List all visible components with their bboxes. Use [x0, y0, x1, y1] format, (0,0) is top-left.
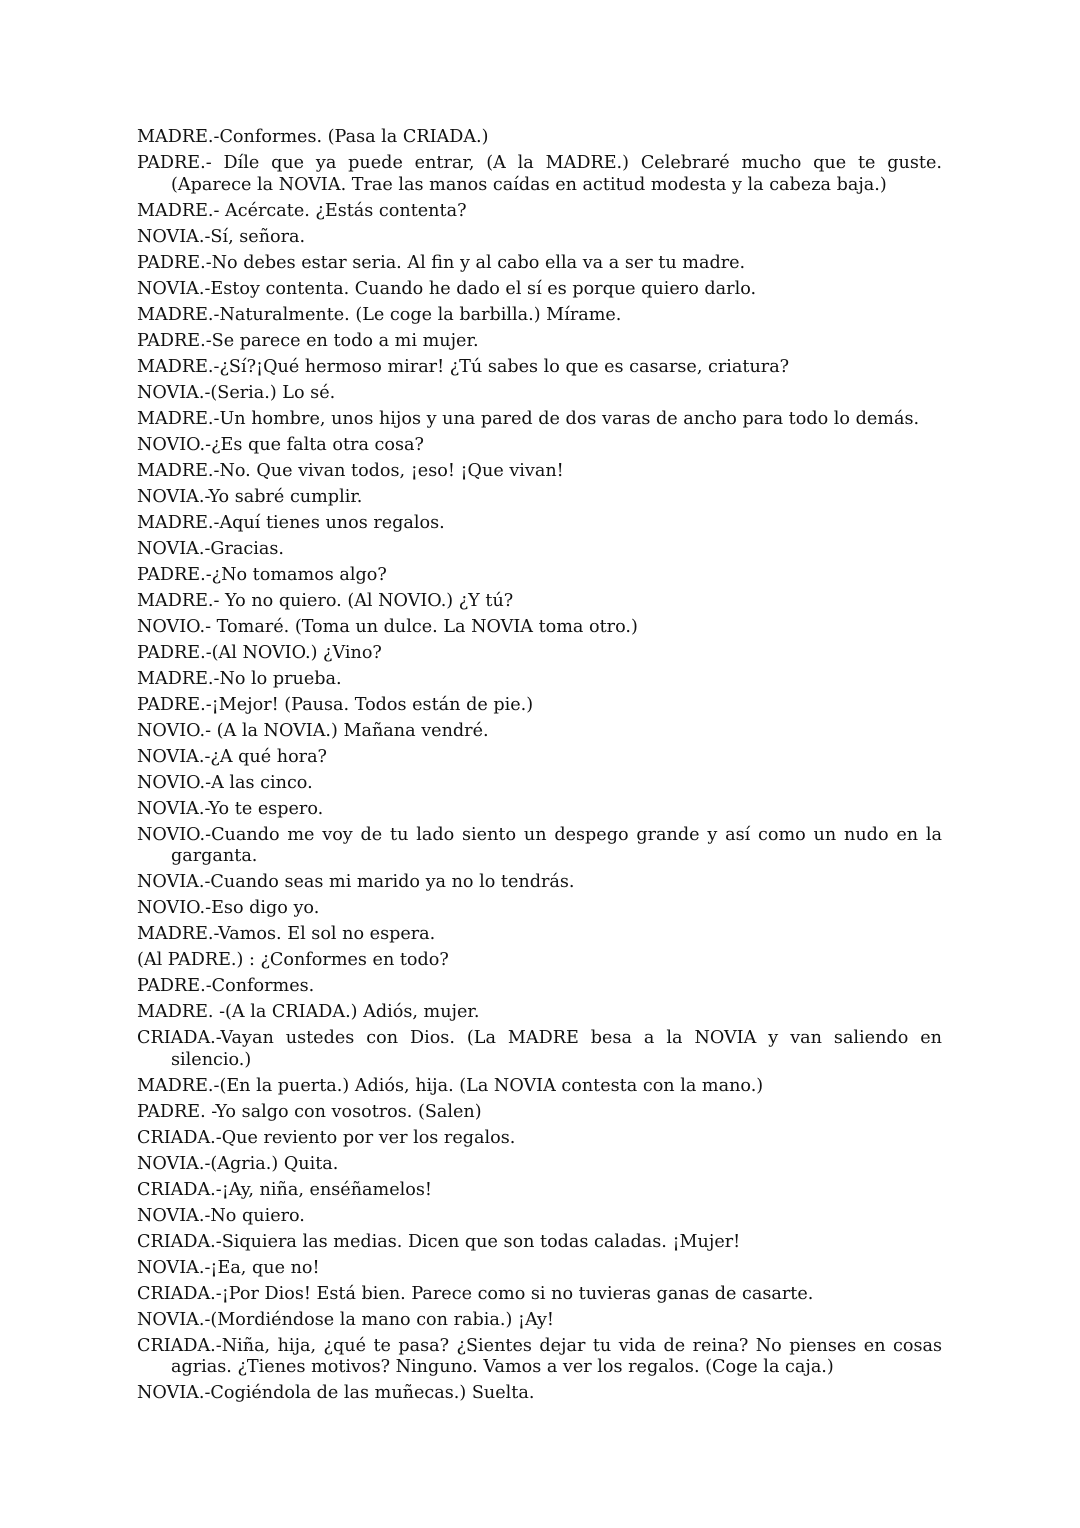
dialogue-line: CRIADA.-¡Ay, niña, enséñamelos!	[137, 1179, 432, 1200]
dialogue-line: MADRE.- Acércate. ¿Estás contenta?	[137, 200, 467, 221]
dialogue-line: NOVIA.-Yo te espero.	[137, 798, 324, 819]
dialogue-line: NOVIA.-Estoy contenta. Cuando he dado el sí es porque quiero darlo.	[137, 278, 757, 299]
dialogue-line: PADRE.-Se parece en todo a mi mujer.	[137, 330, 479, 351]
dialogue-line: (Al PADRE.) : ¿Conformes en todo?	[137, 950, 449, 970]
dialogue-line: NOVIA.-Cogiéndola de las muñecas.) Suelta.	[137, 1383, 535, 1403]
dialogue-line: NOVIA.-Cuando seas mi marido ya no lo tendrás.	[137, 872, 575, 892]
dialogue-line: MADRE.-(En la puerta.) Adiós, hija. (La NOVIA contesta con la mano.)	[137, 1075, 764, 1096]
dialogue-line: PADRE. -Yo salgo con vosotros. (Salen)	[137, 1101, 482, 1122]
dialogue-line: PADRE.-¡Mejor! (Pausa. Todos están de pie.)	[137, 694, 534, 715]
dialogue-line: NOVIA.-¡Ea, que no!	[137, 1257, 320, 1278]
dialogue-line: PADRE.-No debes estar seria. Al fin y al cabo ella va a ser tu madre.	[137, 252, 746, 273]
dialogue-line: MADRE.-Aquí tienes unos regalos.	[137, 512, 445, 533]
play-script-text	[137, 127, 942, 1409]
dialogue-line: CRIADA.-Siquiera las medias. Dicen que son todas caladas. ¡Mujer!	[137, 1231, 741, 1252]
dialogue-line: NOVIO.-Cuando me voy de tu lado siento un despego grande y así como un nudo en la garganta.	[137, 824, 942, 866]
dialogue-line: NOVIA.-(Seria.) Lo sé.	[137, 382, 336, 403]
dialogue-line: NOVIA.-No quiero.	[137, 1205, 305, 1226]
dialogue-line: MADRE. -(A la CRIADA.) Adiós, mujer.	[137, 1002, 480, 1022]
dialogue-line: NOVIA.-¿A qué hora?	[137, 746, 327, 767]
dialogue-line: MADRE.-Conformes. (Pasa la CRIADA.)	[137, 127, 489, 147]
dialogue-line: PADRE.-¿No tomamos algo?	[137, 564, 387, 585]
dialogue-line: MADRE.-No. Que vivan todos, ¡eso! ¡Que vivan!	[137, 460, 564, 481]
dialogue-line: NOVIA.-(Mordiéndose la mano con rabia.) ¡Ay!	[137, 1309, 554, 1330]
dialogue-line: MADRE.-No lo prueba.	[137, 668, 342, 689]
dialogue-line: CRIADA.-Que reviento por ver los regalos.	[137, 1127, 516, 1148]
dialogue-line: MADRE.-¿Sí?¡Qué hermoso mirar! ¿Tú sabes lo que es casarse, criatura?	[137, 356, 790, 377]
dialogue-line: MADRE.- Yo no quiero. (Al NOVIO.) ¿Y tú?	[137, 590, 514, 611]
dialogue-line: NOVIA.-Sí, señora.	[137, 226, 306, 247]
dialogue-line: NOVIO.- Tomaré. (Toma un dulce. La NOVIA toma otro.)	[137, 616, 638, 637]
dialogue-line: PADRE.-(Al NOVIO.) ¿Vino?	[137, 642, 382, 663]
dialogue-line: CRIADA.-Vayan ustedes con Dios. (La MADRE besa a la NOVIA y van saliendo en silencio.)	[137, 1028, 942, 1070]
dialogue-line: NOVIA.-Gracias.	[137, 538, 284, 559]
dialogue-line: PADRE.-Conformes.	[137, 976, 315, 996]
dialogue-line: MADRE.-Naturalmente. (Le coge la barbilla.) Mírame.	[137, 304, 622, 325]
dialogue-line: CRIADA.-¡Por Dios! Está bien. Parece como si no tuvieras ganas de casarte.	[137, 1283, 814, 1304]
dialogue-line: NOVIO.- (A la NOVIA.) Mañana vendré.	[137, 720, 489, 741]
dialogue-line: NOVIO.-A las cinco.	[137, 772, 313, 793]
dialogue-line: MADRE.-Vamos. El sol no espera.	[137, 924, 436, 944]
dialogue-line: CRIADA.-Niña, hija, ¿qué te pasa? ¿Sientes dejar tu vida de reina? No pienses en cosas agrias. ¿Tienes motivos? Ninguno. Vamos a ver los regalos. (Coge la caja.)	[137, 1335, 942, 1377]
dialogue-line: NOVIA.-(Agria.) Quita.	[137, 1153, 339, 1174]
dialogue-line: NOVIO.-Eso digo yo.	[137, 898, 320, 918]
dialogue-line: NOVIA.-Yo sabré cumplir.	[137, 486, 363, 507]
dialogue-line: NOVIO.-¿Es que falta otra cosa?	[137, 434, 424, 455]
dialogue-line: PADRE.- Díle que ya puede entrar, (A la MADRE.) Celebraré mucho que te guste. (Aparece la NOVIA. Trae las manos caídas en actitud modesta y la cabeza baja.)	[137, 153, 942, 195]
dialogue-line: MADRE.-Un hombre, unos hijos y una pared de dos varas de ancho para todo lo demás.	[137, 408, 920, 429]
